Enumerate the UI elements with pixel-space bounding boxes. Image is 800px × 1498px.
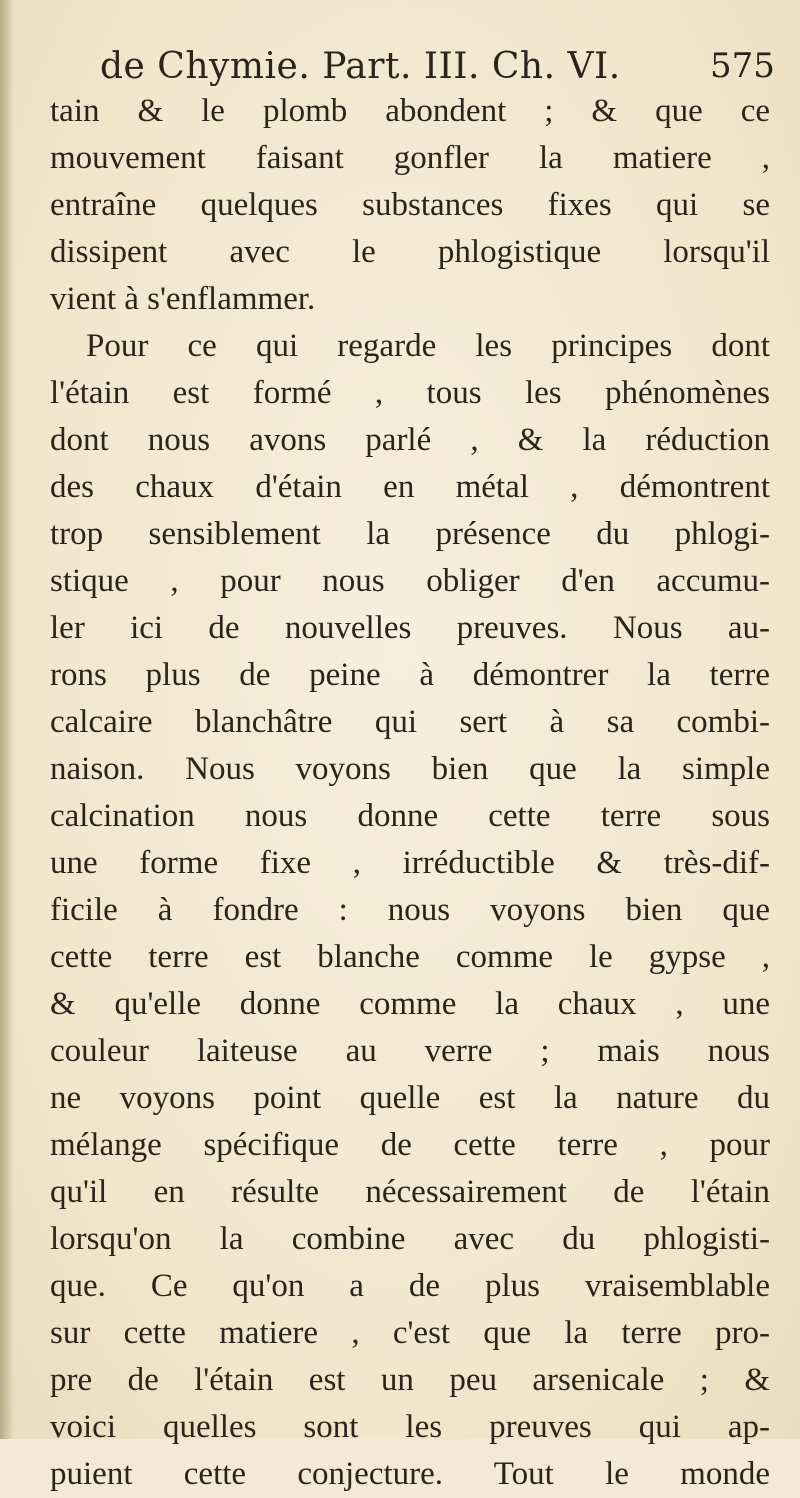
page-number: 575 — [710, 46, 775, 86]
text-line: voici quelles sont les preuves qui ap- — [50, 1409, 770, 1445]
text-line: naison. Nous voyons bien que la simple — [50, 751, 770, 787]
text-line: mouvement faisant gonfler la matiere , — [50, 140, 770, 176]
text-line: trop sensiblement la présence du phlogi- — [50, 516, 770, 552]
text-line: couleur laiteuse au verre ; mais nous — [50, 1033, 770, 1069]
text-line: calcaire blanchâtre qui sert à sa combi- — [50, 704, 770, 740]
text-line: tain & le plomb abondent ; & que ce — [50, 93, 770, 129]
text-line: calcination nous donne cette terre sous — [50, 798, 770, 834]
page-gutter-shadow — [0, 0, 14, 1439]
text-line: vient à s'enflammer. — [50, 281, 316, 317]
text-line: Pour ce qui regarde les principes dont — [86, 328, 770, 364]
text-line: rons plus de peine à démontrer la terre — [50, 657, 770, 693]
text-line: dissipent avec le phlogistique lorsqu'il — [50, 234, 770, 270]
text-line: des chaux d'étain en métal , démontrent — [50, 469, 770, 505]
text-line: puient cette conjecture. Tout le monde — [50, 1456, 770, 1492]
text-line: stique , pour nous obliger d'en accumu- — [50, 563, 770, 599]
text-line: & qu'elle donne comme la chaux , une — [50, 986, 770, 1022]
text-line: cette terre est blanche comme le gypse , — [50, 939, 770, 975]
text-line: que. Ce qu'on a de plus vraisemblable — [50, 1268, 770, 1304]
text-line: entraîne quelques substances fixes qui se — [50, 187, 770, 223]
running-header: de Chymie. Part. III. Ch. VI. — [100, 46, 621, 87]
text-line: sur cette matiere , c'est que la terre pro- — [50, 1315, 770, 1351]
text-line: ler ici de nouvelles preuves. Nous au- — [50, 610, 770, 646]
text-line: pre de l'étain est un peu arsenicale ; & — [50, 1362, 770, 1398]
text-line: mélange spécifique de cette terre , pour — [50, 1127, 770, 1163]
text-line: lorsqu'on la combine avec du phlogisti- — [50, 1221, 770, 1257]
text-line: une forme fixe , irréductible & très-dif- — [50, 845, 770, 881]
text-line: ficile à fondre : nous voyons bien que — [50, 892, 770, 928]
text-line: ne voyons point quelle est la nature du — [50, 1080, 770, 1116]
body-text — [50, 88, 770, 1498]
text-line: dont nous avons parlé , & la réduction — [50, 422, 770, 458]
text-line: qu'il en résulte nécessairement de l'étain — [50, 1174, 770, 1210]
text-line: l'étain est formé , tous les phénomènes — [50, 375, 770, 411]
